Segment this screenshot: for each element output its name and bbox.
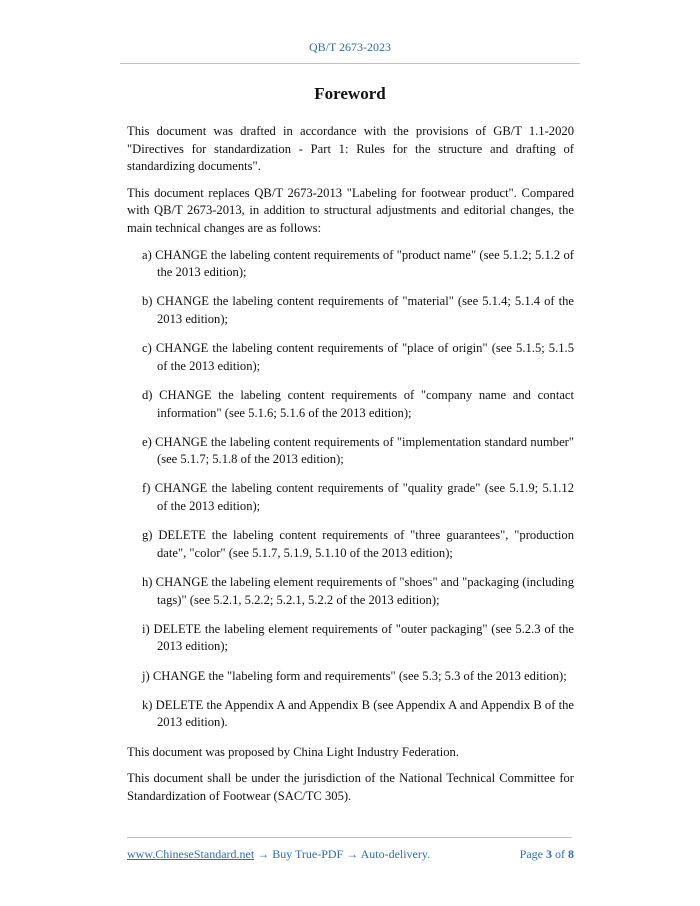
list-item: e) CHANGE the labeling content requirements of "implementation standard number" (see 5.1.7; 5.1.8 of the 2013 edition); [142, 434, 574, 467]
list-item: i) DELETE the labeling element requirements of "outer packaging" (see 5.2.3 of the 2013 edition); [142, 621, 574, 654]
list-item: b) CHANGE the labeling content requirements of "material" (see 5.1.4; 5.1.4 of the 2013 edition); [142, 294, 574, 326]
footer-promo-text: → Buy True-PDF → Auto-delivery. [254, 847, 431, 861]
list-item: k) DELETE the Appendix A and Appendix B (see Appendix A and Appendix B of the 2013 edition). [142, 697, 574, 730]
website-link[interactable]: www.ChineseStandard.net [127, 847, 255, 861]
header-divider [120, 63, 580, 64]
intro-paragraph: This document was drafted in accordance with the provisions of GB/T 1.1-2020 "Directives for standardization - Part 1: Rules for the structure and drafting of standardizing documents". [127, 124, 574, 174]
footer-promo [127, 847, 430, 861]
page-footer [127, 847, 574, 862]
list-item: d) CHANGE the labeling content requirements of "company name and contact information" (see 5.1.6; 5.1.6 of the 2013 edition); [142, 387, 574, 420]
list-item: h) CHANGE the labeling element requirements of "shoes" and "packaging (including tags)" (see 5.2.1, 5.2.2; 5.2.1, 5.2.2 of the 2013 edition); [142, 575, 574, 607]
intro-paragraph: This document replaces QB/T 2673-2013 "Labeling for footwear product". Compared with QB/T 2673-2013, in addition to structural adjustments and editorial changes, the main technical changes are as follows: [127, 185, 574, 235]
page-total: 8 [568, 847, 574, 861]
list-item: j) CHANGE the "labeling form and requirements" (see 5.3; 5.3 of the 2013 edition); [142, 668, 567, 683]
closing-paragraph: This document shall be under the jurisdiction of the National Technical Committee for Standardization of Footwear (SAC/TC 305). [127, 771, 574, 803]
page-current: 3 [546, 847, 552, 861]
list-item: c) CHANGE the labeling content requirements of "place of origin" (see 5.1.5; 5.1.5 of the 2013 edition); [142, 341, 574, 373]
list-item: a) CHANGE the labeling content requirements of "product name" (see 5.1.2; 5.1.2 of the 2013 edition); [142, 247, 574, 280]
page-title: Foreword [314, 84, 386, 103]
footer-divider [127, 837, 572, 838]
closing-paragraph: This document was proposed by China Light Industry Federation. [127, 744, 459, 759]
standard-code-header: QB/T 2673-2023 [308, 40, 392, 54]
document-body [127, 123, 574, 814]
page-of: of [555, 847, 565, 861]
list-item: g) DELETE the labeling content requirements of "three guarantees", "production date", "color" (see 5.1.7, 5.1.9, 5.1.10 of the 2013 edition); [142, 528, 574, 560]
page-label: Page [519, 847, 543, 861]
changes-list [127, 247, 574, 732]
page-number [520, 847, 574, 862]
list-item: f) CHANGE the labeling content requirements of "quality grade" (see 5.1.9; 5.1.12 of the 2013 edition); [142, 481, 574, 514]
